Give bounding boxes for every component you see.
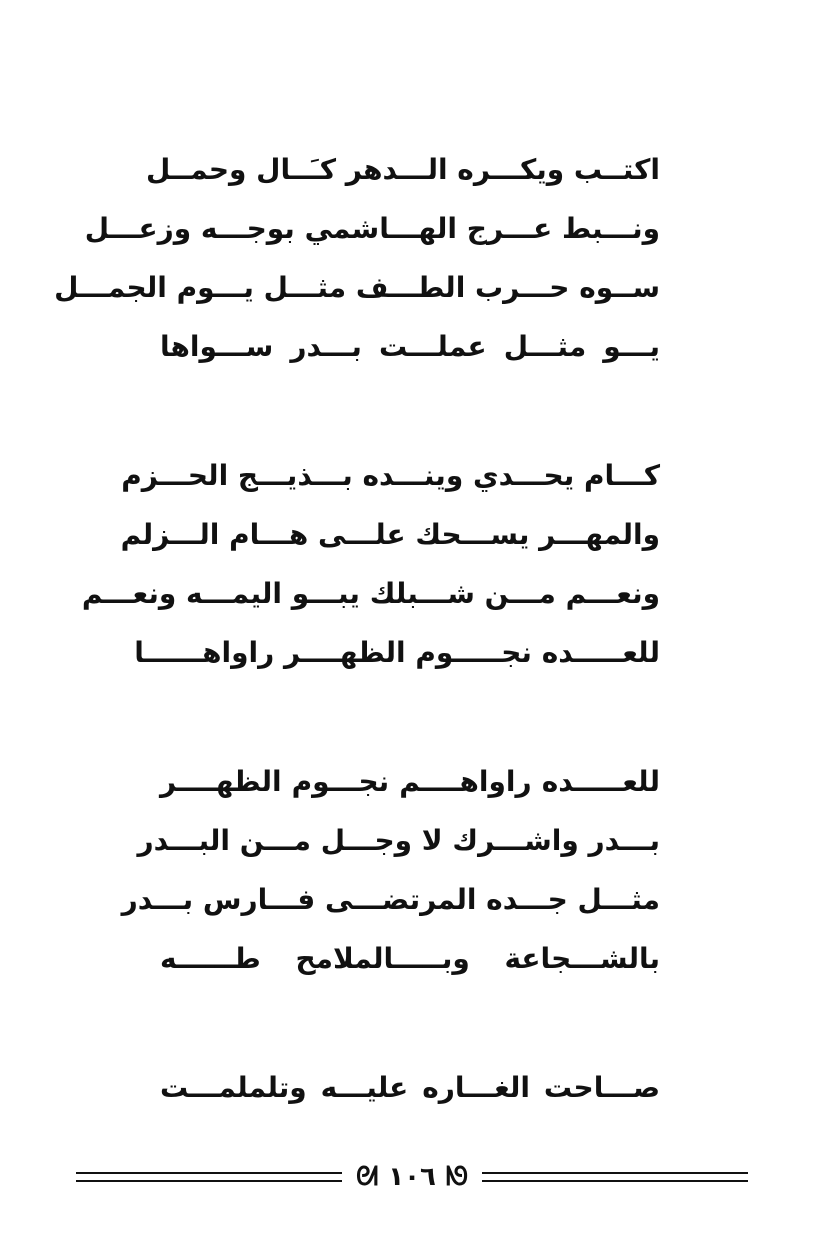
- verse-line: بالشـــجاعة وبـــــالملامح طــــــه: [160, 942, 660, 975]
- ornament-left-icon: ᘛ: [356, 1162, 379, 1192]
- stanza-4: [160, 1058, 660, 1117]
- verse-line: ونعـــم مـــن شـــبلك يبـــو اليمـــه ونعـــم: [81, 577, 660, 610]
- verse-line: للعـــــده راواهــــم نجـــوم الظهــــر: [160, 765, 660, 798]
- footer-rule-right: [482, 1172, 748, 1182]
- page-footer: [76, 1162, 748, 1192]
- verse-line: بـــدر واشـــرك لا وجـــل مـــن البـــدر: [137, 824, 660, 857]
- page-number-group: [342, 1162, 482, 1192]
- verse-line: اكتــب ويكـــره الـــدهر كـَــال وحمــل: [145, 153, 660, 186]
- ornament-right-icon: ᘚ: [445, 1162, 468, 1192]
- verse-line: صـــاحت الغـــاره عليـــه وتلملمـــت: [160, 1071, 660, 1104]
- verse-line: يـــو مثـــل عملـــت بـــدر ســـواها: [160, 330, 660, 363]
- verse-line: كـــام يحـــدي وينـــده بـــذيـــج الحـــزم: [121, 459, 660, 492]
- poem: [54, 140, 660, 1187]
- verse-line: مثـــل جـــده المرتضـــى فـــارس بـــدر: [121, 883, 660, 916]
- verse-line: ســوه حـــرب الطـــف مثـــل يـــوم الجمـــل: [54, 271, 660, 304]
- verse-line: والمهـــر يســـحك علـــى هـــام الـــزلم: [120, 518, 660, 551]
- verse-line: للعـــــده نجـــــوم الظهــــر راواهــــــا: [134, 636, 660, 669]
- page-number: ١٠٦: [388, 1162, 436, 1192]
- footer-rule-left: [76, 1172, 342, 1182]
- stanza-1: [54, 140, 660, 376]
- stanza-3: [121, 752, 660, 988]
- verse-line: ونـــبط عـــرج الهـــاشمي بوجـــه وزعـــل: [84, 212, 660, 245]
- stanza-2: [81, 446, 660, 682]
